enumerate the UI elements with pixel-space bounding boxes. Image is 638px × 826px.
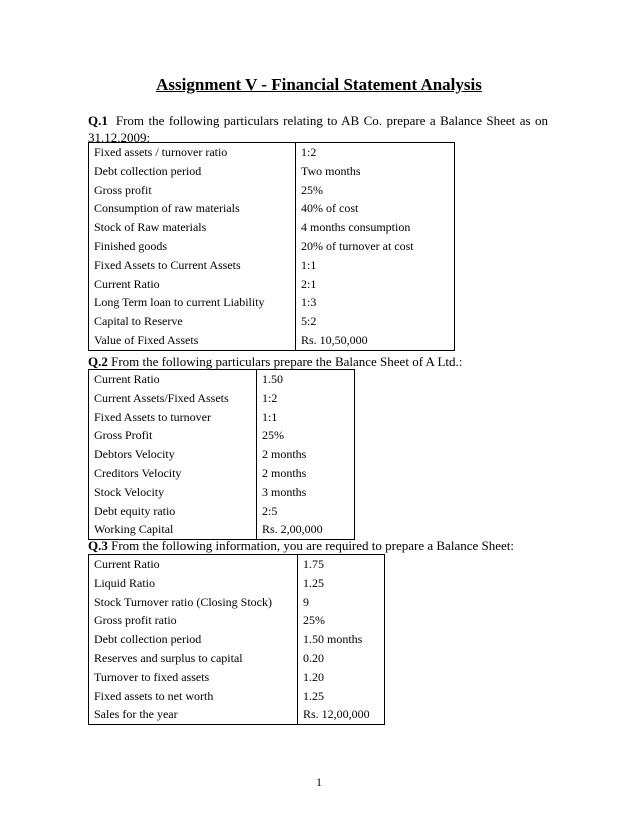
table-row [89,199,455,218]
question-1-table [88,142,455,351]
item-label: Current Ratio [89,370,257,389]
item-label: Current Ratio [89,555,298,574]
table-row [89,705,385,724]
table-row [89,293,455,312]
question-2-label: Q.2 [88,354,108,369]
item-label: Sales for the year [89,705,298,724]
question-1-label: Q.1 [88,113,108,128]
item-value: 2:1 [301,276,317,291]
table-row [89,143,455,162]
item-value: 2 months [262,447,307,462]
table-row [89,502,355,521]
table-row [89,574,385,593]
item-label: Fixed Assets to Current Assets [89,256,296,275]
item-value: 9 [303,594,309,609]
item-value: 1.75 [303,557,324,571]
item-label: Reserves and surplus to capital [89,649,298,668]
item-label: Fixed Assets to turnover [89,408,257,427]
table-row [89,181,455,200]
item-value: 25% [303,613,325,628]
question-1-prompt [88,112,548,146]
item-label: Stock Velocity [89,483,257,502]
table-row [89,611,385,630]
table-row [89,630,385,649]
item-value: Rs. 2,00,000 [262,522,323,537]
item-label: Debtors Velocity [89,445,257,464]
item-value: 1:1 [262,409,278,424]
page-title: Assignment V - Financial Statement Analysis [156,75,482,94]
item-value: 1.25 [303,688,324,703]
item-value: 1:3 [301,295,317,310]
item-label: Turnover to fixed assets [89,668,298,687]
item-value: Rs. 10,50,000 [301,332,368,347]
item-value: 40% of cost [301,201,359,216]
table-row [89,256,455,275]
item-label: Current Ratio [89,275,296,294]
table-row [89,649,385,668]
item-value: 0.20 [303,650,324,665]
question-2-text: From the following particulars prepare the Balance Sheet of A Ltd.: [111,354,463,369]
item-value: 3 months [262,484,307,499]
item-label: Long Term loan to current Liability [89,293,296,312]
item-label: Gross profit [89,181,296,200]
table-row [89,668,385,687]
item-label: Fixed assets / turnover ratio [89,143,296,162]
item-value: 1.50 [262,372,283,386]
item-label: Debt collection period [89,630,298,649]
item-value: 1:2 [301,145,317,159]
item-label: Gross Profit [89,426,257,445]
item-label: Stock Turnover ratio (Closing Stock) [89,593,298,612]
question-1-text: From the following particulars relating to AB Co. prepare a Balance Sheet as on [115,113,548,128]
item-value: 5:2 [301,314,317,329]
item-value: 2:5 [262,503,278,518]
item-label: Fixed assets to net worth [89,687,298,706]
item-value: Rs. 12,00,000 [303,707,370,722]
table-row [89,389,355,408]
item-value: 1.20 [303,669,324,684]
item-label: Consumption of raw materials [89,199,296,218]
question-3-text: From the following information, you are required to prepare a Balance Sheet: [111,538,514,553]
item-label: Stock of Raw materials [89,218,296,237]
item-value: 25% [262,428,284,443]
table-row [89,218,455,237]
item-label: Working Capital [89,520,257,539]
table-row [89,312,455,331]
table-row [89,555,385,574]
item-label: Capital to Reserve [89,312,296,331]
item-value: 1:2 [262,390,278,405]
item-label: Value of Fixed Assets [89,331,296,350]
item-value: 20% of turnover at cost [301,238,414,253]
item-value: 1:1 [301,257,317,272]
table-row [89,370,355,389]
table-row [89,408,355,427]
item-label: Liquid Ratio [89,574,298,593]
table-row [89,162,455,181]
table-row [89,426,355,445]
table-row [89,464,355,483]
question-1-text-continued: 31.12.2009: [88,130,151,145]
item-value: 1.25 [303,575,324,590]
table-row [89,483,355,502]
item-label: Gross profit ratio [89,611,298,630]
question-3-table [88,554,385,725]
item-value: 4 months consumption [301,220,411,235]
table-row [89,275,455,294]
question-2-prompt [88,353,548,370]
table-row [89,237,455,256]
table-row [89,687,385,706]
table-row [89,331,455,350]
question-3-label: Q.3 [88,538,108,553]
item-value: 1.50 months [303,632,363,647]
table-row [89,445,355,464]
item-label: Current Assets/Fixed Assets [89,389,257,408]
item-label: Debt collection period [89,162,296,181]
item-value: 2 months [262,465,307,480]
item-label: Finished goods [89,237,296,256]
item-value: Two months [301,163,361,178]
item-label: Creditors Velocity [89,464,257,483]
item-label: Debt equity ratio [89,502,257,521]
page-number: 1 [316,775,322,789]
question-2-table [88,369,355,540]
table-row [89,593,385,612]
item-value: 25% [301,182,323,197]
question-3-prompt [88,537,548,554]
